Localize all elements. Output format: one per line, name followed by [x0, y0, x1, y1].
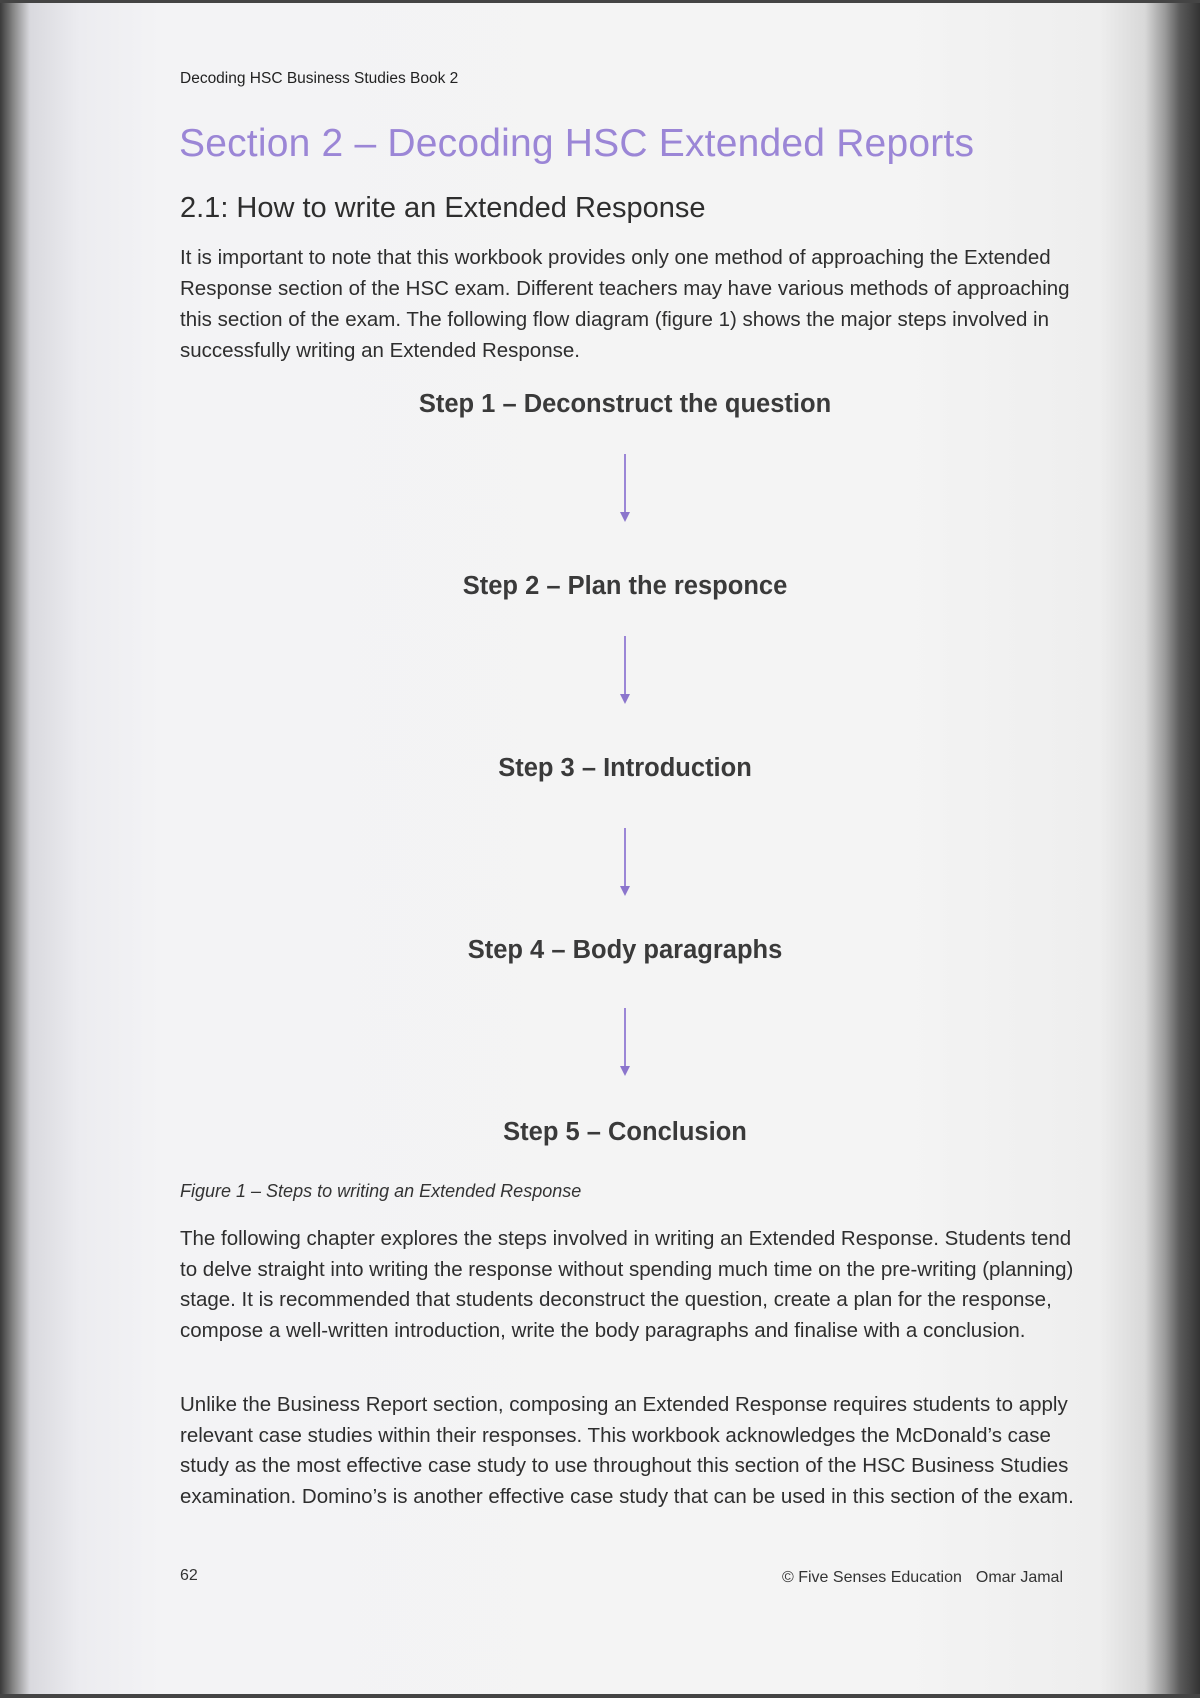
footer-credits: [782, 1569, 1063, 1587]
flow-step-1: Step 1 – Deconstruct the question: [418, 390, 832, 418]
running-header: Decoding HSC Business Studies Book 2: [180, 70, 459, 87]
author-name: Omar Jamal: [975, 1569, 1063, 1586]
flow-step-5: Step 5 – Conclusion: [503, 1118, 747, 1146]
flow-step-4: Step 4 – Body paragraphs: [467, 936, 783, 964]
flow-step-2: Step 2 – Plan the responce: [462, 572, 788, 600]
subsection-title: 2.1: How to write an Extended Response: [180, 192, 706, 224]
figure-caption: Figure 1 – Steps to writing an Extended Response: [180, 1181, 582, 1201]
body-paragraph-2: Unlike the Business Report section, composing an Extended Response requires students to apply relevant case studies within their responses. This workbook acknowledges the McDonald’s case study as the most effective case study to use throughout this section of the HSC Business Studies examination. Domino’s is another effective case study that can be used in this section of the exam.: [180, 1393, 1074, 1508]
copyright-text: © Five Senses Education: [781, 1569, 962, 1586]
body-paragraph-1: The following chapter explores the steps involved in writing an Extended Response. Students tend to delve straight into writing the response without spending much time on the pre-writing (planning) stage. It is recommended that students deconstruct the question, create a plan for the response, compose a well-written introduction, write the body paragraphs and finalise with a conclusion.: [180, 1227, 1074, 1342]
section-title: Section 2 – Decoding HSC Extended Reports: [179, 122, 975, 165]
flow-step-3: Step 3 – Introduction: [498, 754, 752, 782]
page-number: 62: [180, 1567, 198, 1584]
intro-paragraph: It is important to note that this workbook provides only one method of approaching the Extended Response section of the HSC exam. Different teachers may have various methods of approaching this section of the exam. The following flow diagram (figure 1) shows the major steps involved in successfully writing an Extended Response.: [180, 246, 1070, 362]
